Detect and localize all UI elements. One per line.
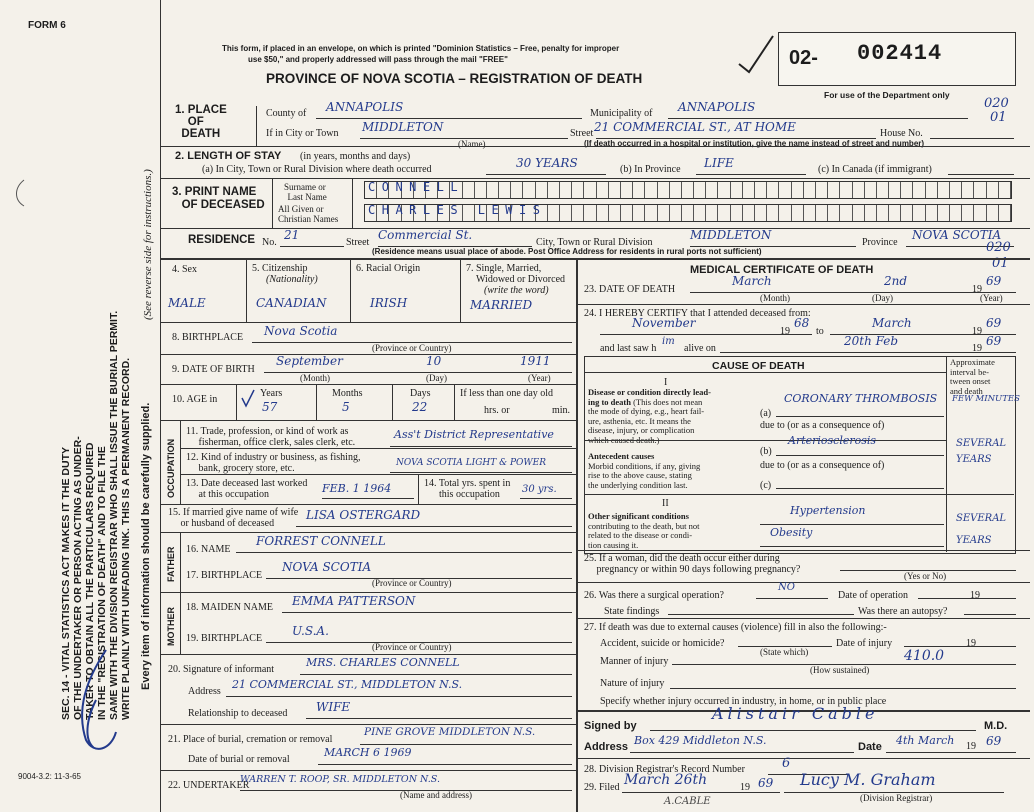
- due-to-1: due to (or as a consequence of): [760, 420, 885, 431]
- min-label: min.: [552, 405, 571, 416]
- residence-label: RESIDENCE: [188, 234, 256, 246]
- sex-value: MALE: [168, 296, 206, 310]
- hospital-note: (If death occurred in a hospital or institution, give the name instead of street and number): [584, 139, 925, 148]
- dept-code-c: 020: [986, 240, 1011, 255]
- citizenship-sub: (Nationality): [266, 274, 318, 285]
- length-of-stay-label: 2. LENGTH OF STAY: [175, 150, 282, 162]
- relationship-value: WIFE: [316, 700, 351, 714]
- md-label: M.D.: [984, 720, 1008, 732]
- last-saw-year-prefix: 19: [972, 343, 982, 354]
- from-month: November: [632, 316, 696, 330]
- mother-birthplace: U.S.A.: [292, 624, 329, 638]
- burial-date-label: Date of burial or removal: [188, 754, 290, 765]
- county-value: ANNAPOLIS: [326, 100, 404, 114]
- q14-label: 14. Total yrs. spent in this occupation: [424, 478, 511, 500]
- racial-value: IRISH: [370, 296, 408, 310]
- interval-header: Approximate interval be- tween onset and death: [950, 357, 995, 396]
- dob-year-caption: (Year): [528, 373, 551, 383]
- relationship-label: Relationship to deceased: [188, 708, 288, 719]
- informant-value: MRS. CHARLES CONNELL: [306, 656, 460, 669]
- other-value-1: Hypertension: [790, 504, 866, 517]
- q12-value: NOVA SCOTIA LIGHT & POWER: [396, 458, 547, 468]
- father-birthplace: NOVA SCOTIA: [282, 560, 372, 574]
- death-day: 2nd: [884, 274, 908, 288]
- undertaker-label: 22. UNDERTAKER: [168, 780, 250, 791]
- signed-by-value: Alistair Cable: [712, 704, 879, 723]
- cause-b-label: (b): [760, 446, 772, 457]
- mother-birthplace-label: 19. BIRTHPLACE: [186, 633, 263, 644]
- informant-label: 20. Signature of informant: [168, 664, 275, 675]
- father-caption: (Province or Country): [372, 578, 452, 588]
- section-i: I: [664, 377, 668, 388]
- q28-value: 6: [782, 756, 791, 771]
- surname-value: CONNELL: [368, 180, 465, 194]
- city-value: MIDDLETON: [362, 120, 444, 134]
- deceased-name-label: 3. PRINT NAME OF DECEASED: [172, 186, 265, 211]
- registrar-signature: Lucy M. Graham: [800, 770, 936, 789]
- q11-value: Ass't District Representative: [394, 428, 554, 441]
- residence-street: Commercial St.: [378, 228, 473, 242]
- dept-use-note: For use of the Department only: [824, 90, 950, 100]
- manner-value: 410.0: [904, 648, 945, 664]
- other-value-2: Obesity: [770, 526, 813, 539]
- to-month: March: [872, 316, 912, 330]
- reg-prefix: 02-: [789, 47, 818, 69]
- place-of-death-label: 1. PLACE OF DEATH: [175, 104, 227, 140]
- residence-province: NOVA SCOTIA: [912, 228, 1002, 242]
- residence-note: (Residence means usual place of abode. Post Office Address for residents in rural ports not sufficient): [372, 247, 762, 256]
- sig-year-prefix: 19: [966, 741, 976, 752]
- birthplace-caption: (Province or Country): [372, 343, 452, 353]
- last-saw-label: and last saw h: [600, 343, 657, 354]
- residence-city: MIDDLETON: [690, 228, 772, 242]
- racial-label: 6. Racial Origin: [356, 263, 421, 274]
- citizenship-label: 5. Citizenship: [252, 263, 308, 274]
- dob-day: 10: [426, 354, 442, 368]
- age-years-label: Years: [260, 388, 283, 399]
- dob-label: 9. DATE OF BIRTH: [172, 364, 255, 375]
- specify-label: Specify whether injury occurred in industry, in home, or in public place: [600, 696, 887, 707]
- informant-address: 21 COMMERCIAL ST., MIDDLETON N.S.: [232, 678, 463, 691]
- q13-label: 13. Date deceased last worked at this occupation: [186, 478, 308, 500]
- age-years: 57: [262, 400, 278, 414]
- to-label: to: [816, 326, 824, 337]
- mother-maiden-label: 18. MAIDEN NAME: [186, 602, 273, 613]
- q12-label: 12. Kind of industry or business, as fishing, bank, grocery store, etc.: [186, 452, 361, 474]
- q23-label: 23. DATE OF DEATH: [584, 284, 676, 295]
- q25-label: 25. If a woman, did the death occur either during pregnancy or within 90 days following pregnancy?: [584, 553, 801, 575]
- death-year-prefix: 19: [972, 284, 982, 295]
- cause-c-label: (c): [760, 480, 772, 491]
- age-days: 22: [412, 400, 428, 414]
- street-value: 21 COMMERCIAL ST., AT HOME: [594, 120, 796, 134]
- mother-maiden: EMMA PATTERSON: [292, 594, 416, 608]
- municipality-label: Municipality of: [590, 108, 653, 119]
- father-birthplace-label: 17. BIRTHPLACE: [186, 570, 263, 581]
- to-year-prefix: 19: [972, 326, 982, 337]
- envelope-note-2: use $50," and properly addressed will pass through the mail "FREE": [248, 55, 508, 64]
- filed-year-prefix: 19: [740, 782, 750, 793]
- residence-city-label: City, Town or Rural Division: [536, 237, 653, 248]
- nature-label: Nature of injury: [600, 678, 665, 689]
- sig-year: 69: [986, 734, 1002, 748]
- father-name-label: 16. NAME: [186, 544, 231, 555]
- spouse-label: 15. If married give name of wife or husband of deceased: [168, 507, 299, 529]
- signed-by-label: Signed by: [584, 720, 637, 732]
- registration-number-box: [778, 32, 1016, 86]
- informant-address-label: Address: [188, 686, 221, 697]
- given-label: All Given or Christian Names: [278, 204, 339, 224]
- less-day-label: If less than one day old: [460, 388, 554, 399]
- registrar-caption: (Division Registrar): [860, 793, 933, 803]
- date-injury-19: 19: [966, 638, 976, 649]
- mother-side-label: MOTHER: [166, 607, 176, 646]
- last-saw-him: im: [662, 336, 675, 347]
- citizenship-value: CANADIAN: [256, 296, 327, 310]
- dept-code-a: 020: [984, 96, 1009, 111]
- burial-date: MARCH 6 1969: [324, 746, 412, 759]
- stay-a-value: 30 YEARS: [516, 156, 578, 170]
- stay-a-label: (a) In City, Town or Rural Division where death occurred: [202, 164, 432, 175]
- age-months: 5: [342, 400, 350, 414]
- dept-code-d: 01: [992, 256, 1009, 271]
- residence-street-label: Street: [346, 237, 370, 248]
- length-of-stay-sub: (in years, months and days): [300, 151, 411, 162]
- from-year-prefix: 19: [780, 326, 790, 337]
- undertaker-value: WARREN T. ROOP, SR. MIDDLETON N.S.: [240, 774, 440, 785]
- street-label: Street: [570, 128, 594, 139]
- autopsy-label: Was there an autopsy?: [858, 606, 948, 617]
- spouse-value: LISA OSTERGARD: [306, 508, 421, 522]
- sig-date-value: 4th March: [896, 734, 955, 747]
- other-interval: SEVERAL YEARS: [956, 513, 1007, 546]
- stay-b-label: (b) In Province: [620, 164, 681, 175]
- how-sustained-caption: (How sustained): [810, 665, 870, 675]
- burial-place: PINE GROVE MIDDLETON N.S.: [364, 726, 536, 738]
- county-label: County of: [266, 108, 307, 119]
- q26-label: 26. Was there a surgical operation?: [584, 590, 724, 601]
- father-side-label: FATHER: [166, 546, 176, 582]
- date-of-operation-label: Date of operation: [838, 590, 908, 601]
- filed-year: 69: [758, 776, 774, 790]
- q27-label: 27. If death was due to external causes (violence) fill in also the following:-: [584, 622, 887, 633]
- alive-on-label: alive on: [684, 343, 716, 354]
- age-months-label: Months: [332, 388, 363, 399]
- form-label: FORM 6: [28, 20, 66, 31]
- residence-province-label: Province: [862, 237, 898, 248]
- name-caption: (Name): [458, 139, 486, 149]
- sec14-instructions: SEC. 14 - VITAL STATISTICS ACT MAKES IT THE DUTY OF THE UNDERTAKER OR PERSON ACTING AS UNDER- TAKER TO OBTAIN ALL THE PARTICULARS REQUIRED IN THE "REGISTRATION OF DEATH" AND TO FILE THE SAME WITH THE DIVISION REGISTRAR WHO SHALL ISSUE THE BURIAL PERMIT. WRITE PLAINLY WITH UNFADING INK. THIS IS A PERMANENT RECORD.: [60, 310, 132, 720]
- q28-label: 28. Division Registrar's Record Number: [584, 764, 745, 775]
- municipality-value: ANNAPOLIS: [678, 100, 756, 114]
- q26-value: NO: [778, 582, 795, 593]
- q14-value: 30 yrs.: [522, 484, 557, 495]
- see-reverse-note: (See reverse side for instructions.): [142, 169, 154, 320]
- to-year: 69: [986, 316, 1002, 330]
- disease-label: Disease or condition directly lead- ing to death (This does not mean the mode of dying, e.g., heart fail- ure, asthenia, etc. It means the disease, injury, or complication which caused death.): [588, 387, 711, 445]
- from-year: 68: [794, 316, 810, 330]
- cause-a-interval: FEW MINUTES: [952, 394, 1020, 404]
- date-of-operation-19: 19: [970, 590, 980, 601]
- accident-label: Accident, suicide or homicide?: [600, 638, 725, 649]
- last-saw-year: 69: [986, 334, 1002, 348]
- sex-label: 4. Sex: [172, 264, 197, 275]
- medical-header: MEDICAL CERTIFICATE OF DEATH: [690, 264, 874, 276]
- state-which-caption: (State which): [760, 647, 809, 657]
- death-month: March: [732, 274, 772, 288]
- age-label: 10. AGE in: [172, 394, 218, 405]
- filed-date: March 26th: [624, 772, 708, 788]
- q13-value: FEB. 1 1964: [322, 482, 392, 495]
- q29-label: 29. Filed: [584, 782, 620, 793]
- reg-number: 002414: [857, 41, 943, 66]
- form-code: 9004-3.2: 11-3-65: [18, 772, 82, 781]
- dob-day-caption: (Day): [426, 373, 447, 383]
- manner-label: Manner of injury: [600, 656, 669, 667]
- envelope-note-1: This form, if placed in an envelope, on which is printed "Dominion Statistics – Free, penalty for improper: [222, 44, 620, 53]
- due-to-2: due to (or as a consequence of): [760, 460, 885, 471]
- marital-sub: (write the word): [484, 285, 549, 296]
- check-mark: [735, 34, 775, 74]
- cause-a-value: CORONARY THROMBOSIS: [784, 392, 938, 405]
- other-label: Other significant conditions contributing to the death, but not related to the disease or condi- tion causing it.: [588, 511, 700, 550]
- last-saw-date: 20th Feb: [844, 334, 899, 348]
- death-year: 69: [986, 274, 1002, 288]
- date-injury-label: Date of injury: [836, 638, 893, 649]
- marital-value: MARRIED: [470, 298, 533, 312]
- dob-year: 1911: [520, 354, 551, 368]
- hrs-label: hrs. or: [484, 405, 510, 416]
- birthplace-value: Nova Scotia: [264, 324, 338, 338]
- mother-caption: (Province or Country): [372, 642, 452, 652]
- house-label: House No.: [880, 128, 923, 139]
- cause-header: CAUSE OF DEATH: [712, 360, 805, 372]
- burial-label: 21. Place of burial, cremation or removal: [168, 734, 333, 745]
- occupation-side-label: OCCUPATION: [166, 438, 176, 498]
- section-ii: II: [662, 498, 669, 509]
- dob-month: September: [276, 354, 343, 368]
- stamp-note: A.CABLE: [664, 796, 711, 807]
- residence-no: 21: [284, 228, 300, 242]
- birthplace-label: 8. BIRTHPLACE: [172, 332, 244, 343]
- paren-mark: [12, 178, 26, 208]
- cause-b-interval: SEVERAL YEARS: [956, 438, 1007, 465]
- sig-address-label: Address: [584, 741, 629, 753]
- given-value: CHARLES LEWIS: [368, 203, 547, 217]
- stay-c-label: (c) In Canada (if immigrant): [818, 164, 932, 175]
- sig-address-value: Box 429 Middleton N.S.: [634, 734, 767, 747]
- death-month-caption: (Month): [760, 293, 790, 303]
- sig-date-label: Date: [858, 741, 882, 753]
- father-name: FORREST CONNELL: [256, 534, 386, 548]
- q11-label: 11. Trade, profession, or kind of work as fisherman, office clerk, sales clerk, etc.: [186, 426, 356, 448]
- dob-month-caption: (Month): [300, 373, 330, 383]
- antecedent-label: Antecedent causes Morbid conditions, if any, giving rise to the above cause, stating the underlying condition last.: [588, 451, 701, 490]
- stay-b-value: LIFE: [704, 156, 734, 170]
- q24-label: 24. I HEREBY CERTIFY that I attended deceased from:: [584, 308, 811, 319]
- every-item-note: Every item of information should be carefully supplied.: [140, 402, 152, 690]
- dept-code-b: 01: [990, 110, 1007, 125]
- residence-no-label: No.: [262, 237, 277, 248]
- surname-label: Surname or Last Name: [283, 182, 327, 202]
- death-day-caption: (Day): [872, 293, 893, 303]
- cause-b-value: Arteriosclerosis: [788, 434, 877, 447]
- age-days-label: Days: [410, 388, 431, 399]
- city-label: If in City or Town: [266, 128, 339, 139]
- marital-label: 7. Single, Married, Widowed or Divorced: [466, 263, 566, 285]
- cause-a-label: (a): [760, 408, 772, 419]
- age-check-icon: [240, 388, 256, 408]
- page-title: PROVINCE OF NOVA SCOTIA – REGISTRATION OF DEATH: [266, 71, 643, 86]
- undertaker-caption: (Name and address): [400, 790, 472, 800]
- yes-no-caption: (Yes or No): [904, 571, 947, 581]
- state-findings-label: State findings: [604, 606, 660, 617]
- signature-mark: [66, 640, 126, 760]
- death-year-caption: (Year): [980, 293, 1003, 303]
